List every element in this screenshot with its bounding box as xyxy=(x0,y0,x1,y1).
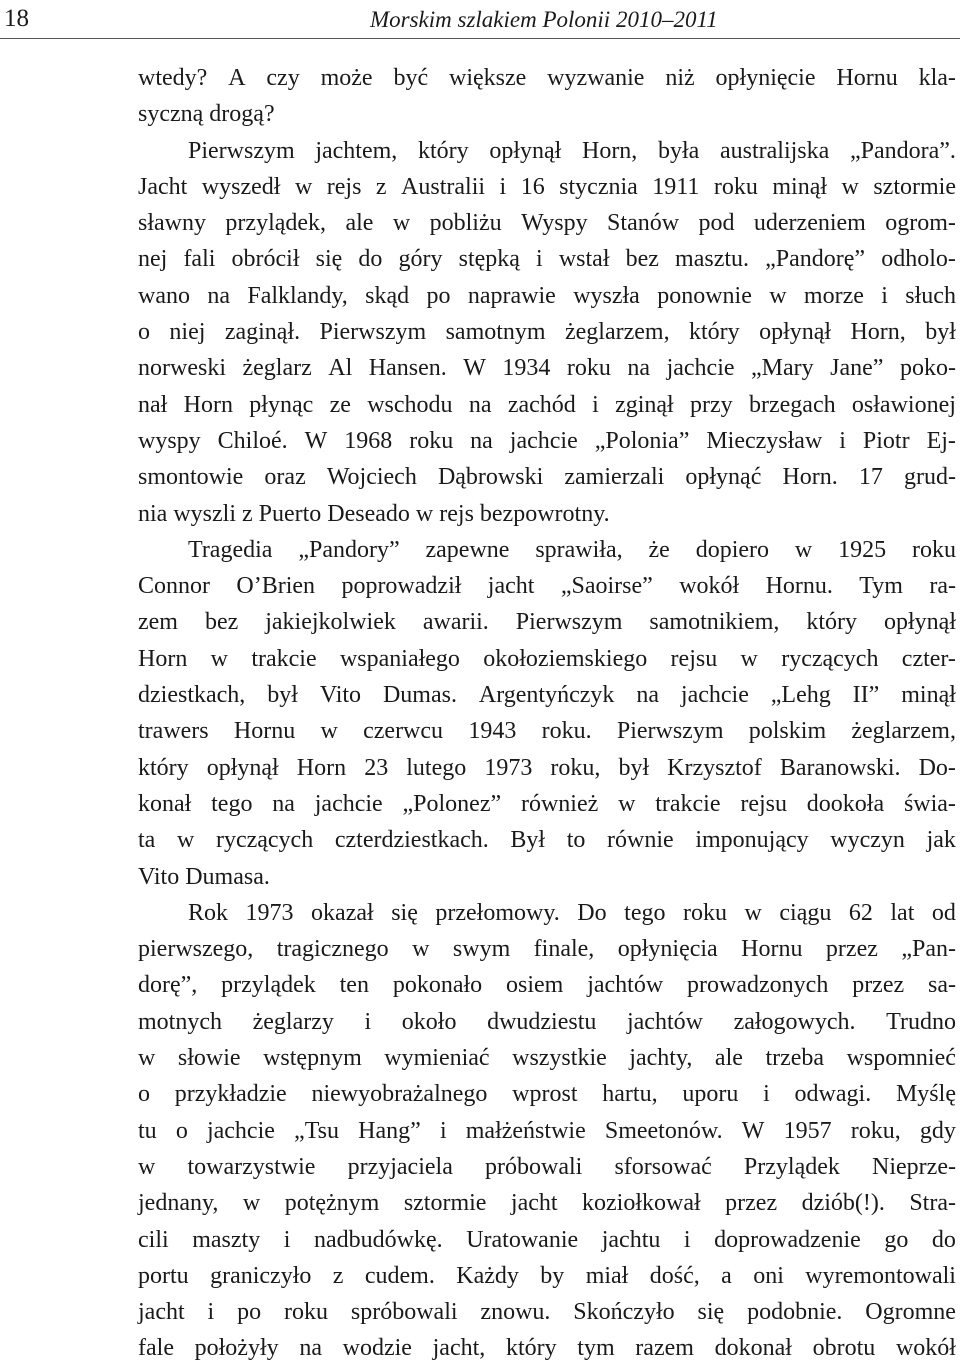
text-line: jacht i po roku spróbowali znowu. Skończyło się podobnie. Ogromne xyxy=(138,1299,956,1326)
text-line: smontowie oraz Wojciech Dąbrowski zamierzali opłynąć Horn. 17 grud- xyxy=(138,464,956,491)
header-divider xyxy=(0,38,960,39)
text-line: który opłynął Horn 23 lutego 1973 roku, był Krzysztof Baranowski. Do- xyxy=(138,754,956,781)
text-line: dziestkach, był Vito Dumas. Argentyńczyk na jachcie „Lehg II” minął xyxy=(138,682,956,709)
text-line: konał tego na jachcie „Polonez” również w trakcie rejsu dookoła świa- xyxy=(138,790,956,817)
text-line: Connor O’Brien poprowadził jacht „Saoirse” wokół Hornu. Tym ra- xyxy=(138,573,956,600)
text-line: nia wyszli z Puerto Deseado w rejs bezpowrotny. xyxy=(138,500,610,527)
text-line: o niej zaginął. Pierwszym samotnym żeglarzem, który opłynął Horn, był xyxy=(138,319,956,346)
page-header xyxy=(0,0,960,40)
text-line: motnych żeglarzy i około dwudziestu jachtów załogowych. Trudno xyxy=(138,1008,956,1035)
text-line: syczną drogą? xyxy=(138,101,275,128)
text-line: pierwszego, tragicznego w swym finale, opłynięcia Hornu przez „Pan- xyxy=(138,936,956,963)
text-line: ta w ryczących czterdziestkach. Był to równie imponujący wyczyn jak xyxy=(138,827,956,854)
text-line: wano na Falklandy, skąd po naprawie wyszła ponownie w morze i słuch xyxy=(138,282,956,309)
text-line: wtedy? A czy może być większe wyzwanie niż opłynięcie Hornu kla- xyxy=(138,65,956,91)
text-line: nej fali obrócił się do góry stępką i wstał bez masztu. „Pandorę” odholo- xyxy=(138,246,956,273)
text-line: Jacht wyszedł w rejs z Australii i 16 stycznia 1911 roku minął w sztormie xyxy=(138,173,956,200)
text-line: cili maszty i nadbudówkę. Uratowanie jachtu i doprowadzenie go do xyxy=(138,1226,956,1253)
text-line: Pierwszym jachtem, który opłynął Horn, była australijska „Pandora”. xyxy=(188,137,956,164)
text-line: tu o jachcie „Tsu Hang” i małżeństwie Smeetonów. W 1957 roku, gdy xyxy=(138,1117,956,1144)
text-line: fale położyły na wodzie jacht, który tym razem dokonał obrotu wokół xyxy=(138,1335,956,1362)
text-line: Tragedia „Pandory” zapewne sprawiła, że dopiero w 1925 roku xyxy=(188,536,956,563)
text-line: zem bez jakiejkolwiek awarii. Pierwszym samotnikiem, który opłynął xyxy=(138,609,956,636)
text-line: dorę”, przylądek ten pokonało osiem jachtów prowadzonych przez sa- xyxy=(138,972,956,999)
running-title: Morskim szlakiem Polonii 2010–2011 xyxy=(370,7,718,32)
text-line: Rok 1973 okazał się przełomowy. Do tego roku w ciągu 62 lat od xyxy=(188,899,956,926)
text-line: norweski żeglarz Al Hansen. W 1934 roku na jachcie „Mary Jane” poko- xyxy=(138,355,956,382)
text-line: Horn w trakcie wspaniałego okołoziemskiego rejsu w ryczących czter- xyxy=(138,645,956,672)
text-line: Vito Dumasa. xyxy=(138,863,270,890)
text-line: sławny przylądek, ale w pobliżu Wyspy Stanów pod uderzeniem ogrom- xyxy=(138,210,956,237)
page-number: 18 xyxy=(4,5,29,32)
text-line: wyspy Chiloé. W 1968 roku na jachcie „Polonia” Mieczysław i Piotr Ej- xyxy=(138,427,956,454)
text-line: trawers Hornu w czerwcu 1943 roku. Pierwszym polskim żeglarzem, xyxy=(138,718,956,745)
text-line: w słowie wstępnym wymieniać wszystkie jachty, ale trzeba wspomnieć xyxy=(138,1045,956,1072)
text-line: jednany, w potężnym sztormie jacht koziołkował przez dziób(!). Stra- xyxy=(138,1190,956,1217)
text-line: w towarzystwie przyjaciela próbowali sforsować Przylądek Nieprze- xyxy=(138,1153,956,1180)
text-line: nał Horn płynąc ze wschodu na zachód i zginął przy brzegach osławionej xyxy=(138,391,956,418)
text-line: o przykładzie niewyobrażalnego wprost hartu, uporu i odwagi. Myślę xyxy=(138,1081,956,1108)
text-line: portu graniczyło z cudem. Każdy by miał dość, a oni wyremontowali xyxy=(138,1262,956,1289)
body-text xyxy=(138,60,956,1367)
